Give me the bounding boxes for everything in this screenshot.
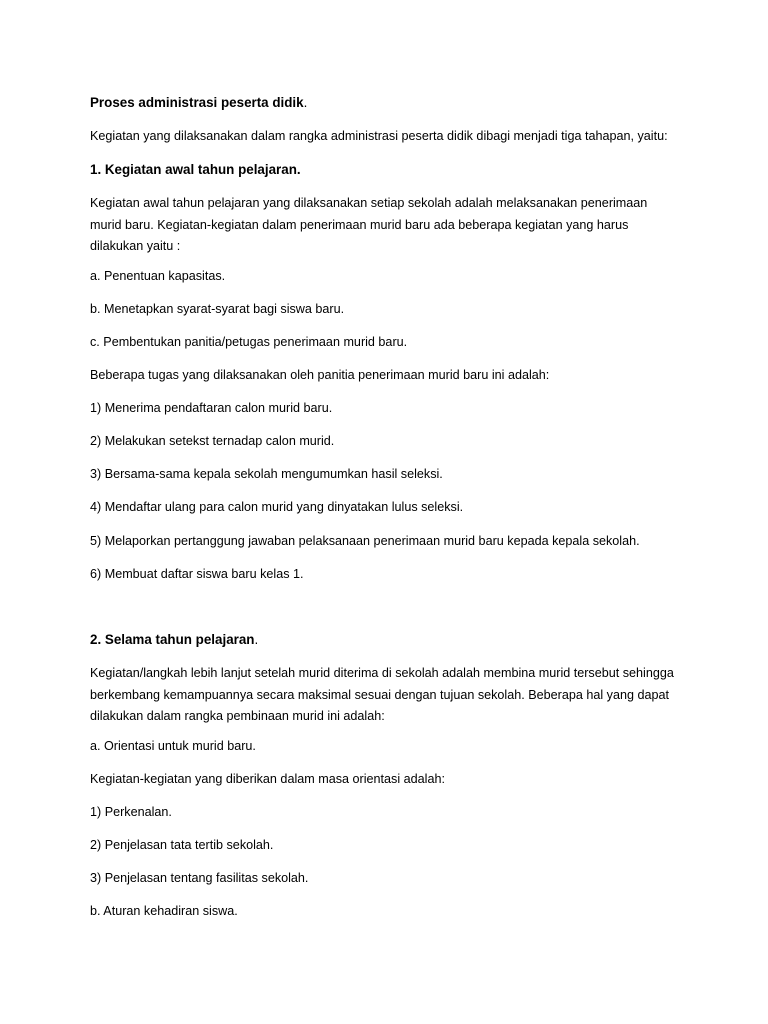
- orientation-item-2: 2) Penjelasan tata tertib sekolah.: [90, 838, 274, 852]
- section2-item-a: a. Orientasi untuk murid baru.: [90, 739, 256, 753]
- orientation-item-3: 3) Penjelasan tentang fasilitas sekolah.: [90, 871, 309, 885]
- section1-item-a: a. Penentuan kapasitas.: [90, 269, 226, 283]
- orientation-item-1: 1) Perkenalan.: [90, 805, 172, 819]
- task-item-4: 4) Mendaftar ulang para calon murid yang dinyatakan lulus seleksi.: [90, 500, 464, 514]
- document-title-tail: .: [303, 95, 308, 110]
- task-item-1: 1) Menerima pendaftaran calon murid baru.: [90, 401, 333, 415]
- document-title-main: Proses administrasi peserta didik: [90, 95, 304, 110]
- section1-item-c: c. Pembentukan panitia/petugas penerimaan murid baru.: [90, 335, 408, 349]
- section1-item-b: b. Menetapkan syarat-syarat bagi siswa baru.: [90, 302, 345, 316]
- section2-heading-tail: .: [254, 632, 259, 647]
- section2-item-b: b. Aturan kehadiran siswa.: [90, 904, 238, 918]
- orientation-intro: Kegiatan-kegiatan yang diberikan dalam masa orientasi adalah:: [90, 772, 445, 786]
- task-item-6: 6) Membuat daftar siswa baru kelas 1.: [90, 567, 304, 581]
- intro-text: Kegiatan yang dilaksanakan dalam rangka administrasi peserta didik dibagi menjadi tiga tahapan, yaitu:: [90, 129, 668, 143]
- section2-heading: [90, 630, 258, 649]
- document-title: [90, 93, 307, 112]
- task-item-2: 2) Melakukan setekst ternadap calon murid.: [90, 434, 335, 448]
- section2-heading-main: 2. Selama tahun pelajaran: [90, 632, 255, 647]
- section1-paragraph: Kegiatan awal tahun pelajaran yang dilaksanakan setiap sekolah adalah melaksanakan penerimaan murid baru. Kegiatan-kegiatan dalam penerimaan murid baru ada beberapa kegiatan yang harus dilakukan yaitu :: [90, 196, 648, 253]
- tasks-intro: Beberapa tugas yang dilaksanakan oleh panitia penerimaan murid baru ini adalah:: [90, 368, 550, 382]
- section1-heading: 1. Kegiatan awal tahun pelajaran.: [90, 162, 301, 177]
- task-item-5: 5) Melaporkan pertanggung jawaban pelaksanaan penerimaan murid baru kepada kepala sekolah.: [90, 534, 640, 548]
- task-item-3: 3) Bersama-sama kepala sekolah mengumumkan hasil seleksi.: [90, 467, 443, 481]
- section2-paragraph: Kegiatan/langkah lebih lanjut setelah murid diterima di sekolah adalah membina murid tersebut sehingga berkembang kemampuannya secara maksimal sesuai dengan tujuan sekolah. Beberapa hal yang dapat dilakukan dalam rangka pembinaan murid ini adalah:: [90, 666, 674, 723]
